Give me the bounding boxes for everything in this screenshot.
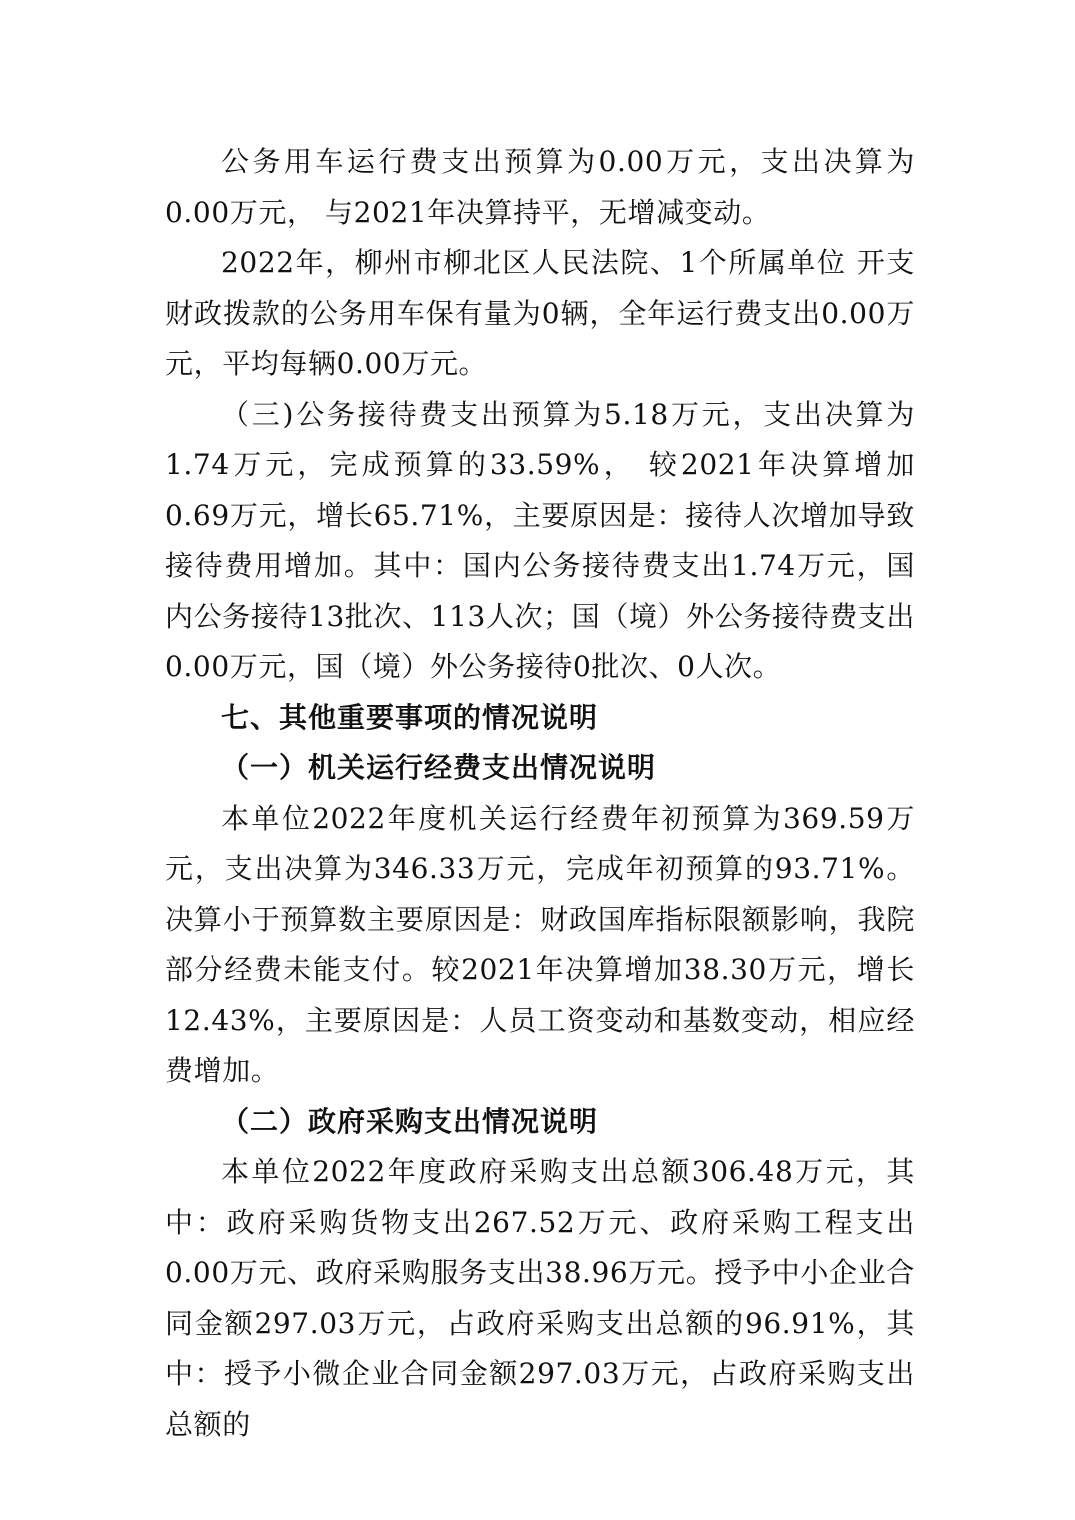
paragraph-vehicle-operation: 公务用车运行费支出预算为0.00万元，支出决算为0.00万元， 与2021年决算持平，无增减变动。	[165, 145, 915, 229]
paragraph-operating-expenses: 本单位2022年度机关运行经费年初预算为369.59万元，支出决算为346.33万元，完成年初预算的93.71%。决算小于预算数主要原因是：财政国库指标限额影响，我院部分经费未能支付。较2021年决算增加38.30万元，增长12.43%，主要原因是：人员工资变动和基数变动，相应经费增加。	[165, 801, 915, 1087]
paragraph-vehicle-holdings: 2022年，柳州市柳北区人民法院、1个所属单位 开支财政拨款的公务用车保有量为0辆，全年运行费支出0.00万元，平均每辆0.00万元。	[165, 246, 915, 380]
document-body	[165, 137, 915, 1450]
section-heading-other-matters: 七、其他重要事项的情况说明	[221, 700, 599, 734]
subheading-operating-expenses: （一）机关运行经费支出情况说明	[221, 751, 657, 784]
subheading-government-procurement: （二）政府采购支出情况说明	[221, 1104, 599, 1138]
paragraph-government-procurement: 本单位2022年度政府采购支出总额306.48万元，其中：政府采购货物支出267.52万元、政府采购工程支出0.00万元、政府采购服务支出38.96万元。授予中小企业合同金额297.03万元，占政府采购支出总额的96.91%，其中：授予小微企业合同金额297.03万元，占政府采购支出总额的	[165, 1155, 915, 1441]
paragraph-reception-expenses: （三)公务接待费支出预算为5.18万元，支出决算为1.74万元，完成预算的33.59%， 较2021年决算增加0.69万元，增长65.71%，主要原因是：接待人次增加导致接待费用增加。其中：国内公务接待费支出1.74万元，国内公务接待13批次、113人次；国（境）外公务接待费支出0.00万元，国（境）外公务接待0批次、0人次。	[165, 397, 915, 683]
